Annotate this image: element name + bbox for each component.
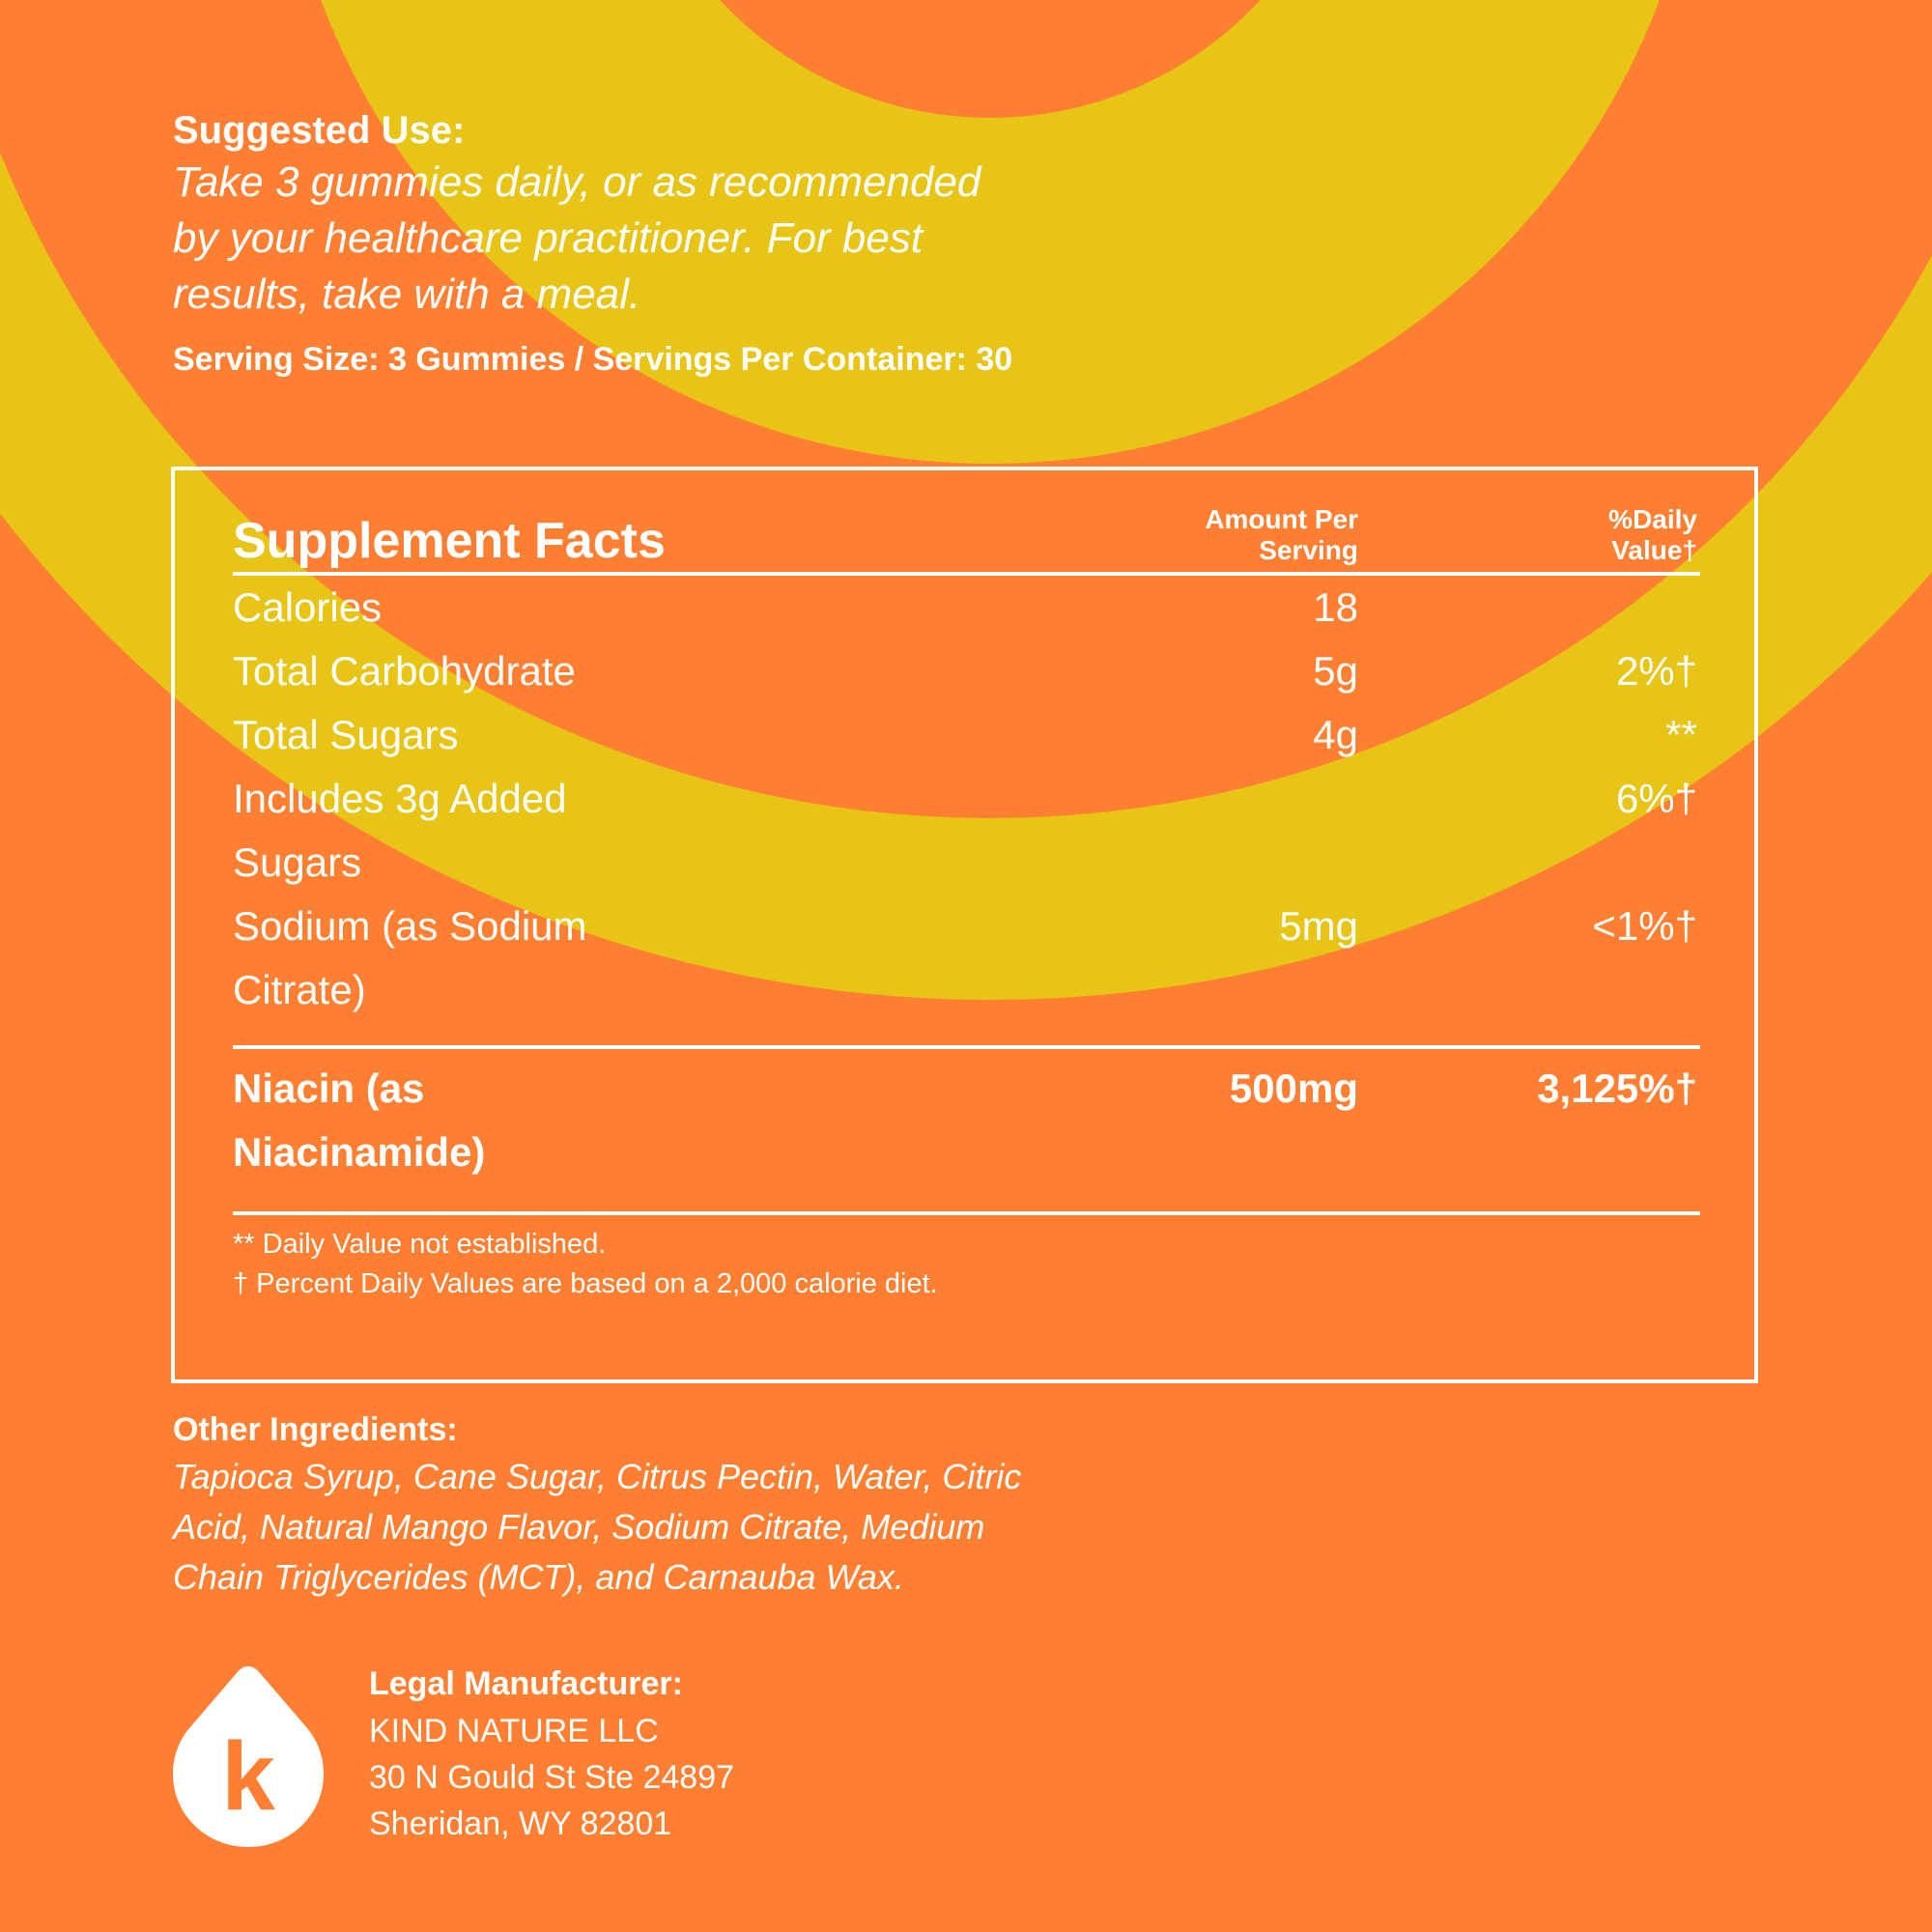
- supplement-facts-content: [233, 504, 1700, 1304]
- nutrient-row-sodium: [233, 895, 1700, 1022]
- kind-nature-logo: [172, 1664, 325, 1848]
- nutrient-daily-value: <1%†: [1592, 903, 1697, 949]
- nutrient-row-niacin: [233, 1045, 1700, 1184]
- ingredients-line: Chain Triglycerides (MCT), and Carnauba Wax.: [173, 1557, 904, 1597]
- header-line: Amount Per: [1205, 504, 1358, 534]
- logo-letter: k: [221, 1722, 275, 1831]
- suggested-use-section: [173, 106, 1120, 381]
- other-ingredients-section: [173, 1408, 1120, 1602]
- suggested-use-heading: Suggested Use:: [173, 109, 466, 152]
- highlight-section: [233, 1045, 1700, 1215]
- facts-header: [233, 504, 1700, 576]
- nutrient-row-total-carbohydrate: [233, 639, 1700, 703]
- name-line: Includes 3g Added: [233, 776, 567, 821]
- name-line: Sugars: [233, 839, 362, 885]
- manufacturer-line: KIND NATURE LLC: [369, 1713, 659, 1749]
- ingredients-line: Acid, Natural Mango Flavor, Sodium Citrate, Medium: [173, 1507, 985, 1547]
- nutrient-amount: 4g: [1313, 712, 1358, 757]
- suggested-use-line: by your healthcare practitioner. For best: [173, 214, 923, 262]
- nutrient-amount: 5mg: [1279, 903, 1358, 949]
- header-line: Serving: [1259, 535, 1358, 565]
- nutrient-name: Calories: [233, 584, 383, 630]
- manufacturer-section: [369, 1660, 1045, 1847]
- header-line: %Daily: [1608, 504, 1697, 534]
- footnote: ** Daily Value not established.: [233, 1229, 607, 1260]
- footnotes: [233, 1225, 1700, 1304]
- header-line: Value†: [1611, 535, 1697, 565]
- nutrient-amount: 500mg: [1229, 1065, 1358, 1111]
- nutrient-daily-value: 2%†: [1615, 648, 1697, 694]
- nutrient-row-total-sugars: [233, 703, 1700, 767]
- serving-info: Serving Size: 3 Gummies / Servings Per Container: 30: [173, 341, 1013, 378]
- footnote: † Percent Daily Values are based on a 2,000 calorie diet.: [233, 1268, 938, 1299]
- nutrient-daily-value: 6%†: [1615, 776, 1697, 821]
- nutrient-name: Total Sugars: [233, 712, 459, 757]
- nutrient-daily-value: **: [1665, 712, 1697, 757]
- manufacturer-heading: Legal Manufacturer:: [369, 1665, 683, 1702]
- nutrient-daily-value: 3,125%†: [1537, 1065, 1697, 1111]
- daily-value-header: [1446, 504, 1697, 566]
- suggested-use-line: Take 3 gummies daily, or as recommended: [173, 158, 981, 206]
- nutrient-name: [233, 767, 735, 895]
- nutrient-name: [233, 895, 735, 1022]
- manufacturer-line: 30 N Gould St Ste 24897: [369, 1759, 735, 1796]
- name-line: Citrate): [233, 967, 366, 1012]
- name-line: Niacin (as: [233, 1065, 425, 1111]
- ingredients-line: Tapioca Syrup, Cane Sugar, Citrus Pectin, Water, Citric: [173, 1457, 1022, 1496]
- amount-per-serving-header: [1107, 504, 1358, 566]
- nutrient-rows: [233, 576, 1700, 1022]
- nutrient-amount: 18: [1313, 584, 1358, 630]
- manufacturer-line: Sheridan, WY 82801: [369, 1805, 672, 1842]
- nutrient-row-calories: [233, 576, 1700, 639]
- nutrient-name: [233, 1057, 735, 1184]
- nutrient-amount: 5g: [1313, 648, 1358, 694]
- name-line: Sodium (as Sodium: [233, 903, 587, 949]
- nutrient-row-added-sugars: [233, 767, 1700, 895]
- other-ingredients-heading: Other Ingredients:: [173, 1411, 458, 1448]
- supplement-facts-panel: [171, 467, 1758, 1383]
- facts-title: Supplement Facts: [233, 513, 666, 569]
- suggested-use-line: results, take with a meal.: [173, 270, 641, 318]
- name-line: Niacinamide): [233, 1129, 486, 1175]
- nutrient-name: Total Carbohydrate: [233, 648, 576, 694]
